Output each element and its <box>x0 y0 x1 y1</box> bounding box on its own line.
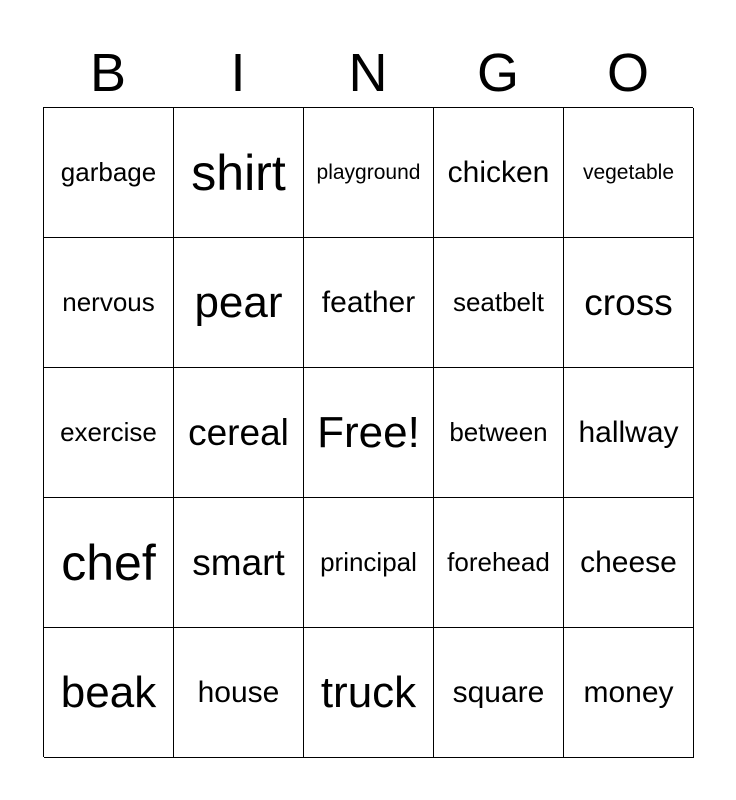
bingo-cell: seatbelt <box>434 238 564 368</box>
bingo-cell free-space: Free! <box>304 368 434 498</box>
bingo-cell: truck <box>304 628 434 758</box>
bingo-cell: vegetable <box>564 108 694 238</box>
bingo-cell: cereal <box>174 368 304 498</box>
bingo-cell: principal <box>304 498 434 628</box>
bingo-cell: pear <box>174 238 304 368</box>
bingo-cell: feather <box>304 238 434 368</box>
bingo-cell: smart <box>174 498 304 628</box>
bingo-cell: forehead <box>434 498 564 628</box>
bingo-cell: exercise <box>44 368 174 498</box>
bingo-cell: playground <box>304 108 434 238</box>
bingo-cell: money <box>564 628 694 758</box>
bingo-cell: beak <box>44 628 174 758</box>
bingo-cell: garbage <box>44 108 174 238</box>
bingo-cell: chef <box>44 498 174 628</box>
header-letter-b: B <box>89 43 127 103</box>
bingo-cell: shirt <box>174 108 304 238</box>
header-letter-g: G <box>476 43 519 103</box>
bingo-cell: cross <box>564 238 694 368</box>
bingo-cell: hallway <box>564 368 694 498</box>
bingo-cell: cheese <box>564 498 694 628</box>
bingo-header <box>43 38 693 108</box>
bingo-cell: house <box>174 628 304 758</box>
header-letter-i: I <box>230 43 246 103</box>
bingo-board <box>43 107 693 757</box>
header-letter-o: O <box>606 43 649 103</box>
bingo-cell: square <box>434 628 564 758</box>
bingo-cell: between <box>434 368 564 498</box>
bingo-cell: nervous <box>44 238 174 368</box>
bingo-cell: chicken <box>434 108 564 238</box>
header-letter-n: N <box>348 43 388 103</box>
